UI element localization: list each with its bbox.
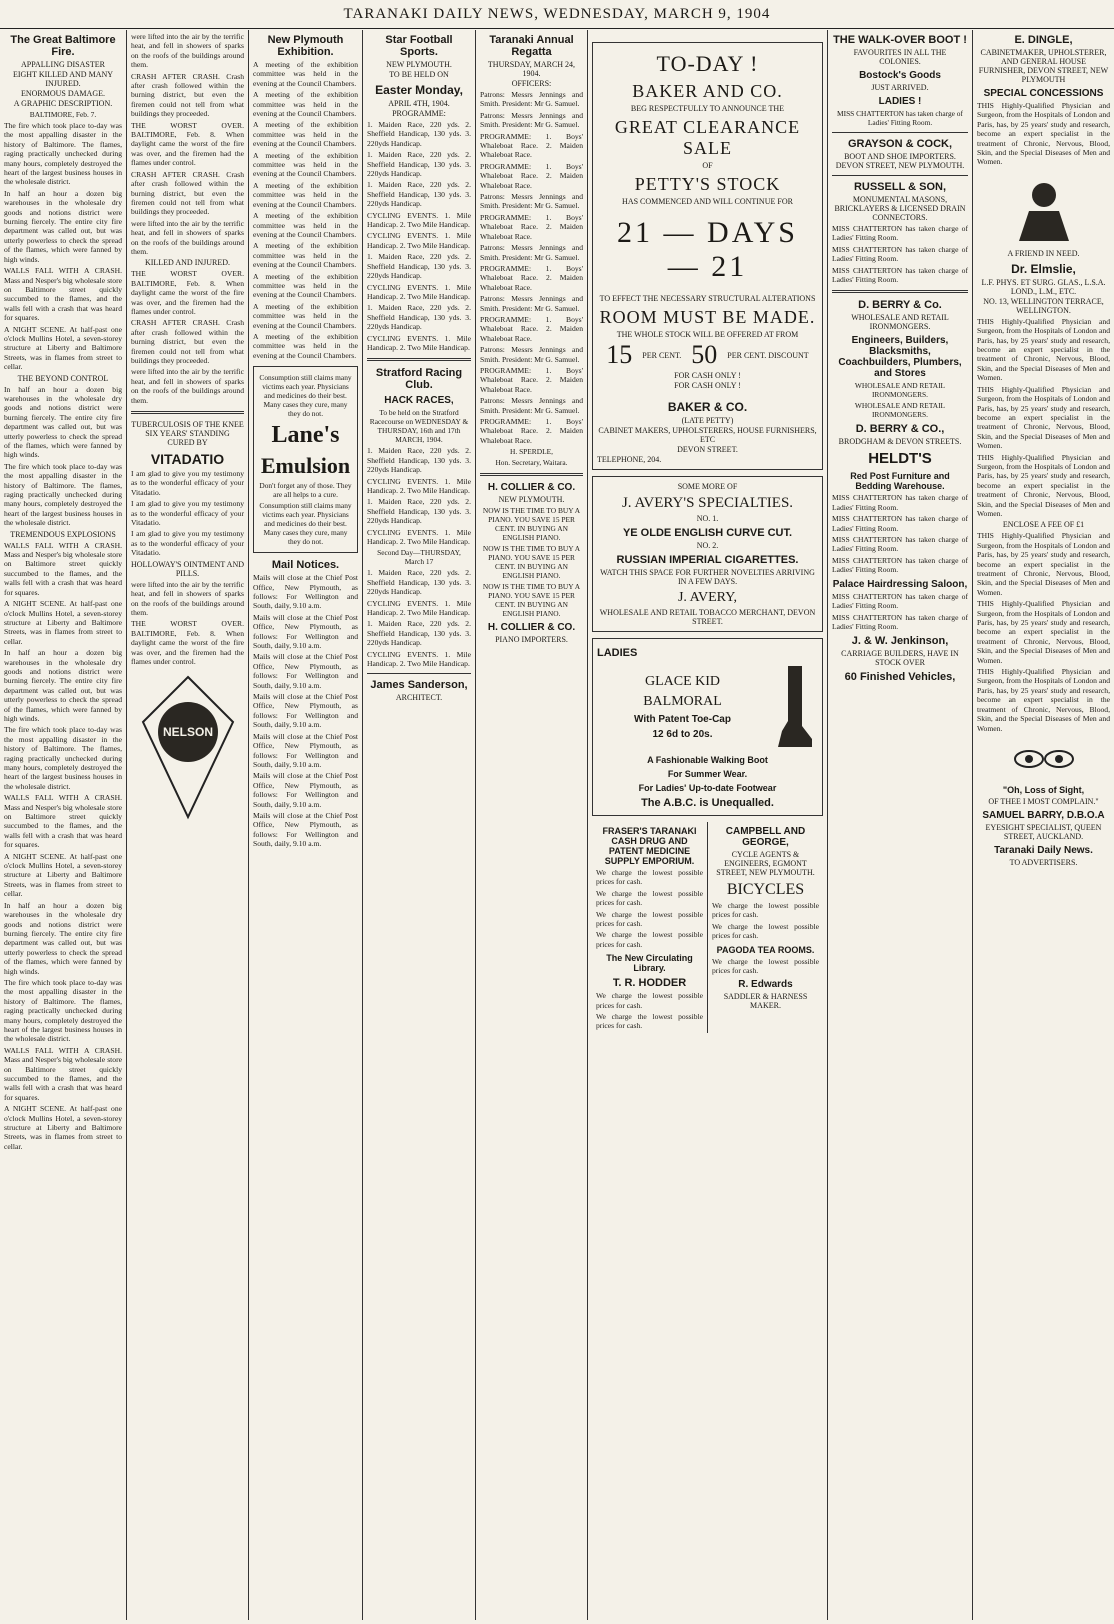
ad-text: Consumption still claims many victims each year. Physicians and medicines do their best. Many cases they cure, many they do not. [259,373,352,419]
tobacco-name: YE OLDE ENGLISH CURVE CUT. [622,527,793,539]
lanes-emulsion-ad [253,366,358,553]
paragraph: were lifted into the air by the terrific heat, and fell in showers of sparks on the roofs of the buildings around them. [131,218,244,256]
ladies-heading: LADIES ! [878,96,922,107]
paragraph: THIS Highly-Qualified Physician and Surgeon, from the Hospitals of London and Paris, has, by 25 years' study and research, become an expert specialist in the treatment of Chronic, Nervous, Blood, Skin, and the Special Diseases of Men and Women. [977,452,1110,518]
paragraph: A meeting of the exhibition committee was held in the evening at the Council Chambers. [253,211,358,239]
balmoral-ad [592,638,823,816]
paragraph: A meeting of the exhibition committee was held in the evening at the Council Chambers. [253,150,358,179]
trades: CABINET MAKERS, UPHOLSTERERS, HOUSE FURNISHERS, ETC [598,426,817,444]
paragraph: WALLS FALL WITH A CRASH. Mass and Nesper's big wholesale store on Baltimore street quickly succumbed to the flames, and the walls fell with a crash that was heard for squares. [4,266,122,323]
column-baltimore-fire [0,30,127,1620]
sub: TO BE HELD ON [389,70,449,79]
paragraph: 1. Maiden Race, 220 yds. 2. Sheffield Handicap, 130 yds. 3. 220yds Handicap. [367,120,471,148]
paragraph: WALLS FALL WITH A CRASH. Mass and Nesper's big wholesale store on Baltimore street quickly succumbed to the flames, and the walls fell with a crash that was heard for squares. [4,1045,122,1102]
paragraph: We charge the lowest possible prices for cash. [596,1012,703,1031]
eyes-illustration [1009,739,1079,779]
paragraph: In half an hour a dozen big warehouses in the wholesale dry goods and notions district were burning fiercely. The entire city fire department was called out, but was utterly powerless to check the spread of the flames, which were fanned by high winds. [4,648,122,723]
paragraph: THIS Highly-Qualified Physician and Surgeon, from the Hospitals of London and Paris, has, by 25 years' study and research, become an expert specialist in the treatment of Chronic, Nervous, Blood, Skin, and the Special Diseases of Men and Women. [977,531,1110,597]
ad-text: NOW IS THE TIME TO BUY A PIANO. YOU SAVE 15 PER CENT. IN BUYING AN ENGLISH PIANO. [482,582,581,619]
campbell-sub: CYCLE AGENTS & ENGINEERS, EGMONT STREET, NEW PLYMOUTH. [716,850,815,877]
friend-in-need-illustration [999,173,1089,243]
pagoda-heading: PAGODA TEA ROOMS. [716,944,815,955]
paragraph: Mails will close at the Chief Post Office, New Plymouth, as follows: For Wellington and South, daily, 9.10 a.m. [253,652,358,690]
palace-heading: Palace Hairdressing Saloon, [832,578,968,590]
column-regatta [476,30,588,1620]
paragraph: A NIGHT SCENE. At half-past one o'clock Mullins Hotel, a seven-storey structure at Liberty and Baltimore Streets, was in flames from street to cellar. [4,1104,122,1151]
paragraph: Mails will close at the Chief Post Office, New Plymouth, as follows: For Wellington and South, daily, 9.10 a.m. [253,612,358,651]
column-dingle [973,30,1114,1620]
paragraph: To be held on the Stratford Racecourse on WEDNESDAY & THURSDAY, 16th and 17th MARCH, 1904. [369,408,469,445]
boot-line: A Fashionable Walking Boot [647,755,768,765]
subhead: EIGHT KILLED AND MANY INJURED. [12,70,114,88]
specialties-heading: J. AVERY'S SPECIALTIES. [621,495,794,511]
secretary: H. SPERDLE, [510,447,553,457]
paragraph: THIS Highly-Qualified Physician and Surgeon, from the Hospitals of London and Paris, has, by 25 years' study and research, become an expert specialist in the treatment of Chronic, Nervous, Blood, Skin, and the Special Diseases of Men and Women. [977,599,1110,665]
column-baker-sale [588,30,828,1620]
ad-sub: NEW PLYMOUTH. [498,495,565,505]
paragraph: THE WORST OVER. BALTIMORE, Feb. 8. When daylight came the worst of the fire was over, and the firemen had the flames under control. [131,269,244,316]
paragraph: were lifted into the air by the terrific heat, and fell in showers of sparks on the roofs of the buildings around them. [131,579,244,617]
heldts-sub: Red Post Furniture and Bedding Warehouse. [850,471,950,492]
ad-body: I am glad to give you my testimony as to the wonderful efficacy of your Vitadatio. [131,499,244,528]
event-date: Easter Monday, [375,83,463,97]
paragraph: CYCLING EVENTS. 1. Mile Handicap. 2. Two Mile Handicap. [367,210,471,230]
event-date: THURSDAY, MARCH 24, 1904. [487,60,576,78]
glace-heading: GLACE KID [644,674,721,689]
paragraph: MISS CHATTERTON has taken charge of Ladies' Fitting Room. [832,591,968,611]
boot-line: For Ladies' Up-to-date Footwear [638,783,777,793]
paragraph: We charge the lowest possible prices for cash. [712,901,819,920]
paragraph: A meeting of the exhibition committee was held in the evening at the Council Chambers. [253,60,358,88]
section-head: KILLED AND INJURED. [144,258,231,268]
ad-text: NOW IS THE TIME TO BUY A PIANO. YOU SAVE 15 PER CENT. IN BUYING AN ENGLISH PIANO. [482,544,581,581]
paragraph: The fire which took place to-day was the most appalling disaster in the history of Baltimore. The flames, raging practically unchecked during many hours, completely destroyed the heart of the largest business houses in the wholesale district. [4,725,122,791]
ad-text: NOW IS THE TIME TO BUY A PIANO. YOU SAVE 15 PER CENT. IN BUYING AN ENGLISH PIANO. [482,506,581,543]
programme-head: PROGRAMME: [392,109,446,118]
section-head: THE BEYOND CONTROL [17,373,109,383]
paragraph: 1. Maiden Race, 220 yds. 2. Sheffield Handicap, 130 yds. 3. 220yds Handicap. [367,497,471,526]
section-sub: HACK RACES, [384,395,454,407]
news-sub: TO ADVERTISERS. [1009,857,1078,867]
commenced: HAS COMMENCED AND WILL CONTINUE FOR [622,197,793,206]
subhead: ENORMOUS DAMAGE. [20,89,105,98]
doctor-address: NO. 13, WELLINGTON TERRACE, WELLINGTON. [983,296,1104,315]
article-title: Taranaki Annual Regatta [489,34,574,58]
paragraph: CRASH AFTER CRASH. Crash after crash followed within the burning district, but even the firemen could not tell from what buildings they proceeded. [131,71,244,119]
whole-stock: THE WHOLE STOCK WILL BE OFFERED AT FROM [616,330,799,339]
avery-ad [592,476,823,632]
article-title: Star Football Sports. [385,34,453,58]
place: NEW PLYMOUTH. [386,60,452,69]
subhead: A GRAPHIC DESCRIPTION. [13,99,113,108]
paragraph: THIS Highly-Qualified Physician and Surgeon, from the Hospitals of London and Paris, has, by 25 years' study and research, become an expert specialist in the treatment of Chronic, Nervous, Blood, Skin, and the Special Diseases of Men and Women. [977,667,1110,733]
hodder-name: T. R. HODDER [612,977,687,990]
effect: TO EFFECT THE NECESSARY STRUCTURAL ALTERATIONS [599,294,816,303]
dateline: BALTIMORE, Feb. 7. [29,110,97,119]
paragraph: MISS CHATTERTON has taken charge of Ladies' Fitting Room. [832,612,968,631]
ad-title: H. COLLIER & CO. [487,482,576,494]
paragraph: A meeting of the exhibition committee was held in the evening at the Council Chambers. [253,271,358,300]
jenkinson-heading: J. & W. Jenkinson, [851,635,949,648]
paragraph: WALLS FALL WITH A CRASH. Mass and Nesper's big wholesale store on Baltimore street quickly succumbed to the flames, and the walls fell with a crash that was heard for squares. [4,793,122,850]
doctor-name: Dr. Elmslie, [1011,261,1076,276]
paragraph: A meeting of the exhibition committee was held in the evening at the Council Chambers. [253,241,358,270]
avery-name: J. AVERY, [677,590,737,605]
paragraph: 1. Maiden Race, 220 yds. 2. Sheffield Handicap, 130 yds. 3. 220yds Handicap. [367,303,471,332]
paragraph: Patrons: Messrs Jennings and Smith. President: Mr G. Samuel. [480,243,583,262]
announce: BEG RESPECTFULLY TO ANNOUNCE THE [630,104,785,113]
paragraph: MISS CHATTERTON has taken charge of Ladies' Fitting Room. [832,224,968,243]
paragraph: CYCLING EVENTS. 1. Mile Handicap. 2. Two Mile Handicap. [367,598,471,618]
section-head: TREMENDOUS EXPLOSIONS [10,529,116,539]
ad-body: I am glad to give you my testimony as to the wonderful efficacy of your Vitadatio. [131,469,244,497]
paragraph: A meeting of the exhibition committee was held in the evening at the Council Chambers. [253,180,358,209]
paragraph: CYCLING EVENTS. 1. Mile Handicap. 2. Two Mile Handicap. [367,476,471,495]
arrived: JUST ARRIVED. [871,83,929,92]
sight-quote: "Oh, Loss of Sight, [1002,784,1085,795]
column-exhibition [249,30,363,1620]
paragraph: We charge the lowest possible prices for cash. [596,991,703,1010]
paragraph: A NIGHT SCENE. At half-past one o'clock Mullins Hotel, a seven-storey structure at Liberty and Baltimore Streets, was in flames from street to cellar. [4,599,122,646]
paragraph: PROGRAMME: 1. Boys' Whaleboat Race. 2. Maiden Whaleboat Race. [480,365,583,394]
paragraph: In half an hour a dozen big warehouses in the wholesale dry goods and notions district were burning fiercely. The entire city fire department was called out, but was utterly powerless to check the spread of the flames, which were fanned by high winds. [4,188,122,264]
ad-sub: PIANO IMPORTERS. [495,635,568,645]
paragraph: We charge the lowest possible prices for cash. [596,888,703,908]
paragraph: CYCLING EVENTS. 1. Mile Handicap. 2. Two Mile Handicap. [367,231,471,250]
column-walkover-boot [828,30,973,1620]
paragraph: Patrons: Messrs Jennings and Smith. President: Mr G. Samuel. [480,90,583,109]
boot-illustration [768,661,818,751]
russell-sub: MONUMENTAL MASONS, BRICKLAYERS & LICENSED DRAIN CONNECTORS. [834,195,966,222]
paragraph: PROGRAMME: 1. Boys' Whaleboat Race. 2. Maiden Whaleboat Race. [480,161,583,190]
paragraph: MISS CHATTERTON has taken charge of Ladies' Fitting Room. [832,493,968,512]
grayson-sub: BOOT AND SHOE IMPORTERS. DEVON STREET, NEW PLYMOUTH. [835,152,965,170]
section-title: Stratford Racing Club. [375,367,463,392]
paragraph: MISS CHATTERTON has taken charge of Ladies' Fitting Room. [832,555,968,575]
sight-quote2: OF THEE I MOST COMPLAIN." [988,796,1099,806]
walkover-heading: THE WALK-OVER BOOT ! [833,34,967,46]
ad-body: I am glad to give you my testimony as to the wonderful efficacy of your Vitadatio. [131,529,244,558]
discount-label: PER CENT. [642,350,682,360]
paragraph: A meeting of the exhibition committee was held in the evening at the Council Chambers. [253,90,358,119]
friend-caption: A FRIEND IN NEED. [1007,248,1080,258]
paragraph: CRASH AFTER CRASH. Crash after crash followed within the burning district, but even the firemen could not tell from what buildings they proceeded. [131,169,244,217]
paragraph: A NIGHT SCENE. At half-past one o'clock Mullins Hotel, a seven-storey structure at Liberty and Baltimore Streets, was in flames from street to cellar. [4,851,122,899]
dingle-heading: E. DINGLE, [1014,34,1073,46]
paragraph: 1. Maiden Race, 220 yds. 2. Sheffield Handicap, 130 yds. 3. 220yds Handicap. [367,619,471,648]
paragraph: We charge the lowest possible prices for cash. [596,930,703,949]
paragraph: THE WORST OVER. BALTIMORE, Feb. 8. When daylight came the worst of the fire was over, and the firemen had the flames under control. [131,619,244,666]
discount-to: 50 [691,340,718,369]
masthead: TARANAKI DAILY NEWS, WEDNESDAY, MARCH 9, 1904 [0,0,1114,29]
paragraph: CRASH AFTER CRASH. Crash after crash followed within the burning district, but even the firemen could not tell from what buildings they proceeded. [131,318,244,365]
paragraph: 1. Maiden Race, 220 yds. 2. Sheffield Handicap, 130 yds. 3. 220yds Handicap. [367,568,471,597]
paragraph: MISS CHATTERTON has taken charge of Ladies' Fitting Room. [832,514,968,533]
paragraph: PROGRAMME: 1. Boys' Whaleboat Race. 2. Maiden Whaleboat Race. [480,314,583,343]
price: 12 6d to 20s. [652,729,713,740]
paragraph: A meeting of the exhibition committee was held in the evening at the Council Chambers. [253,331,358,360]
section-sub: Second Day—THURSDAY, March 17 [377,548,461,567]
discount-line [597,340,818,370]
ladies-heading: LADIES [597,647,638,659]
paragraph: Mails will close at the Chief Post Office, New Plymouth, as follows: For Wellington and South, daily, 9.10 a.m. [253,771,358,809]
fraser-heading: FRASER'S TARANAKI CASH DRUG AND PATENT MEDICINE SUPPLY EMPORIUM. [602,826,697,866]
paragraph: Mails will close at the Chief Post Office, New Plymouth, as follows: For Wellington and South, daily, 9.10 a.m. [253,731,358,769]
paragraph: 1. Maiden Race, 220 yds. 2. Sheffield Handicap, 130 yds. 3. 220yds Handicap. [367,150,471,179]
column-fire-continued [127,30,249,1620]
nelson-seal-illustration [133,672,243,822]
ad-brand: Lane's [271,422,340,449]
paragraph: CYCLING EVENTS. 1. Mile Handicap. 2. Two Mile Handicap. [367,649,471,669]
paragraph: THE WORST OVER. BALTIMORE, Feb. 8. When daylight came the worst of the fire was over, and the firemen had the flames under control. [131,120,244,168]
cash-only: FOR CASH ONLY ! [674,381,741,390]
paragraph: PROGRAMME: 1. Boys' Whaleboat Race. 2. Maiden Whaleboat Race. [480,263,583,292]
berry2-sub: BRODGHAM & DEVON STREETS. [838,437,962,447]
discount-from: 15 [606,340,633,369]
boot-line: For Summer Wear. [667,769,748,779]
paragraph: MISS CHATTERTON has taken charge of Ladies' Fitting Room. [832,244,968,264]
paragraph: THIS Highly-Qualified Physician and Surgeon, from the Hospitals of London and Paris, has, by 25 years' study and research, become an expert specialist in the treatment of Chronic, Nervous, Blood, Skin, and the Special Diseases of Men and Women. [977,101,1110,167]
officers-head: OFFICERS: [511,79,552,88]
paragraph: Mails will close at the Chief Post Office, New Plymouth, as follows: For Wellington and South, daily, 9.10 a.m. [253,810,358,849]
paragraph: Patrons: Messrs Jennings and Smith. President: Mr G. Samuel. [480,294,583,313]
paragraph: In half an hour a dozen big warehouses in the wholesale dry goods and notions district were burning fiercely. The entire city fire department was called out, but was utterly powerless to check the spread of the flames, which were fanned by high winds. [4,384,122,460]
bicycles-heading: BICYCLES [726,881,805,898]
berry2-heading: D. BERRY & CO., [855,423,945,436]
dingle-sub: CABINETMAKER, UPHOLSTERER, AND GENERAL HOUSE FURNISHER, DEVON STREET, NEW PLYMOUTH [978,48,1109,84]
architect-title: ARCHITECT. [395,693,443,703]
paragraph: WHOLESALE AND RETAIL IRONMONGERS. [854,381,946,400]
paragraph: The fire which took place to-day was the most appalling disaster in the history of Baltimore. The flames, raging practically unchecked during many hours, completely destroyed the heart of the largest business houses in the wholesale district. [4,121,122,187]
paragraph: We charge the lowest possible prices for cash. [712,921,819,941]
paragraph: PROGRAMME: 1. Boys' Whaleboat Race. 2. Maiden Whaleboat Race. [480,212,583,241]
cigarettes-name: RUSSIAN IMPERIAL CIGARETTES. [616,554,799,566]
paragraph: Mails will close at the Chief Post Office, New Plymouth, as follows: For Wellington and South, daily, 9.10 a.m. [253,573,358,611]
ad-text: Don't forget any of those. They are all helps to a cure. [259,481,352,500]
fraser-ad [592,822,708,1033]
paragraph: THIS Highly-Qualified Physician and Surgeon, from the Hospitals of London and Paris, has, by 25 years' study and research, become an expert specialist in the treatment of Chronic, Nervous, Blood, Skin, and the Special Diseases of Men and Women. [977,384,1110,451]
of: OF [702,161,713,170]
favourites: FAVOURITES IN ALL THE COLONIES. [853,48,947,66]
avery-sub: WHOLESALE AND RETAIL TOBACCO MERCHANT, DEVON STREET. [599,608,816,626]
firm-name-2: BAKER & CO. [667,400,748,414]
paragraph: were lifted into the air by the terrific heat, and fell in showers of sparks on the roofs of the buildings around them. [131,367,244,405]
late-petty: (LATE PETTY) [681,416,734,425]
paragraph: Patrons: Messrs Jennings and Smith. President: Mr G. Samuel. [480,345,583,364]
baker-sale-ad [592,42,823,470]
days-heading: 21 — DAYS — 21 [617,216,798,283]
paragraph: 1. Maiden Race, 220 yds. 2. Sheffield Handicap, 130 yds. 3. 220yds Handicap. [367,446,471,475]
architect-name: James Sanderson, [370,679,468,692]
paragraph: In half an hour a dozen big warehouses in the wholesale dry goods and notions district were burning fiercely. The entire city fire department was called out, but was utterly powerless to check the spread of the flames, which were fanned by high winds. [4,900,122,976]
paragraph: Patrons: Messrs Jennings and Smith. President: Mr G. Samuel. [480,192,583,211]
ladies-text: MISS CHATTERTON has taken charge of Ladies' Fitting Room. [837,109,963,127]
section-title: Mail Notices. [271,559,340,572]
edwards-sub: SADDLER & HARNESS MAKER. [723,992,808,1011]
ad-title: H. COLLIER & CO. [487,622,576,634]
telephone: TELEPHONE, 204. [597,455,662,464]
ad-brand: Emulsion [260,453,351,479]
paragraph: MISS CHATTERTON has taken charge of Ladies' Fitting Room. [832,535,968,554]
column-football-sports [363,30,476,1620]
secretary-title: Hon. Secretary, Waitara. [495,458,568,468]
paragraph: PROGRAMME: 1. Boys' Whaleboat Race. 2. Maiden Whaleboat Race. [480,417,583,445]
bostock-heading: Bostock's Goods [859,70,941,81]
paragraph: THIS Highly-Qualified Physician and Surgeon, from the Hospitals of London and Paris, has, by 25 years' study and research, become an expert specialist in the treatment of Chronic, Nervous, Blood, Skin, and the Special Diseases of Men and Women. [977,316,1110,383]
bottom-ads [592,822,823,1033]
grayson-heading: GRAYSON & COCK, [847,138,953,150]
firm-name: BAKER AND CO. [632,81,783,101]
ad-text: Consumption still claims many victims each year. Physicians and medicines do their best. Many cases they cure, many they do not. [259,501,352,547]
paragraph: 1. Maiden Race, 220 yds. 2. Sheffield Handicap, 130 yds. 3. 220yds Handicap. [367,252,471,281]
seal-text: NELSON [162,725,213,740]
barry-sub: EYESIGHT SPECIALIST, QUEEN STREET, AUCKLAND. [985,822,1102,841]
no2: NO. 2. [696,541,719,550]
russell-heading: RUSSELL & SON, [853,181,947,193]
paragraph: The fire which took place to-day was the most appalling disaster in the history of Baltimore. The flames, raging practically unchecked during many hours, completely destroyed the heart of the largest business houses in the wholesale district. [4,977,122,1044]
event-date2: APRIL 4TH, 1904. [388,99,450,108]
paragraph: A NIGHT SCENE. At half-past one o'clock Mullins Hotel, a seven-storey structure at Liberty and Baltimore Streets, was in flames from street to cellar. [4,324,122,372]
paragraph: Patrons: Messrs Jennings and Smith. President: Mr G. Samuel. [480,396,583,415]
section-head: HOLLOWAY'S OINTMENT AND PILLS. [131,559,244,578]
paragraph: WALLS FALL WITH A CRASH. Mass and Nesper's big wholesale store on Baltimore street quickly succumbed to the flames, and the walls fell with a crash that was heard for squares. [4,540,122,597]
watch-space: WATCH THIS SPACE FOR FURTHER NOVELTIES ARRIVING IN A FEW DAYS. [600,568,815,586]
sale-heading: GREAT CLEARANCE SALE [614,117,801,158]
room-heading: ROOM MUST BE MADE. [599,307,816,327]
engineers-heading: Engineers, Builders, Blacksmiths, Coachbuilders, Plumbers, and Stores [838,335,962,380]
cash-only: FOR CASH ONLY ! [674,371,741,380]
paragraph: A meeting of the exhibition committee was held in the evening at the Council Chambers. [253,301,358,330]
paragraph: We charge the lowest possible prices for cash. [712,956,819,976]
balmoral-heading: BALMORAL [643,694,722,709]
ad-title: TUBERCULOSIS OF THE KNEE SIX YEARS' STANDING CURED BY [131,420,244,448]
paragraph: CYCLING EVENTS. 1. Mile Handicap. 2. Two Mile Handicap. [367,282,471,301]
street: DEVON STREET. [677,445,738,454]
campbell-heading: CAMPBELL AND GEORGE, [725,826,806,848]
paragraph: CYCLING EVENTS. 1. Mile Handicap. 2. Two Mile Handicap. [367,527,471,546]
fee: ENCLOSE A FEE OF £1 [1002,520,1085,530]
campbell-ad [708,822,823,1033]
paragraph: Mails will close at the Chief Post Office, New Plymouth, as follows: For Wellington and South, daily, 9.10 a.m. [253,692,358,730]
doctor-sub: L.F. PHYS. ET SURG. GLAS., L.S.A. LOND., L.M., ETC. [981,277,1106,296]
paragraph: We charge the lowest possible prices for cash. [596,909,703,929]
no1: NO. 1. [696,514,719,523]
berry-heading: D. BERRY & Co. [858,299,942,312]
vehicles-heading: 60 Finished Vehicles, [844,671,956,684]
subhead: APPALLING DISASTER [21,60,105,69]
paragraph: CYCLING EVENTS. 1. Mile Handicap. 2. Two Mile Handicap. [367,333,471,352]
article-title: New Plymouth Exhibition. [267,34,344,58]
edwards-heading: R. Edwards [738,979,793,991]
jenkinson-sub: CARRIAGE BUILDERS, HAVE IN STOCK OVER [841,649,959,668]
paragraph: A meeting of the exhibition committee was held in the evening at the Council Chambers. [253,120,358,149]
news-heading: Taranaki Daily News. [994,844,1093,856]
discount-label: PER CENT. DISCOUNT [727,350,809,360]
paragraph: We charge the lowest possible prices for cash. [596,868,703,887]
stock-heading: PETTY'S STOCK [634,174,781,194]
barry-heading: SAMUEL BARRY, D.B.O.A [982,809,1105,821]
paragraph: PROGRAMME: 1. Boys' Whaleboat Race. 2. Maiden Whaleboat Race. [480,131,583,160]
ad-brand: VITADATIO [150,451,225,468]
library-heading: The New Circulating Library. [606,953,693,974]
article-title: The Great Baltimore Fire. [10,34,116,58]
paragraph: WHOLESALE AND RETAIL IRONMONGERS. [854,401,946,420]
paragraph: The fire which took place to-day was the most appalling disaster in the history of Baltimore. The flames, raging practically unchecked during many hours, completely destroyed the heart of the largest business houses in the wholesale district. [4,461,122,528]
concessions-heading: SPECIAL CONCESSIONS [983,88,1104,99]
berry-sub: WHOLESALE AND RETAIL IRONMONGERS. [851,313,949,332]
specialties-pre: SOME MORE OF [677,482,738,491]
today-heading: TO-DAY ! [656,51,759,76]
heldts-heading: HELDT'S [868,450,932,468]
abc-line: The A.B.C. is Unequalled. [641,797,774,809]
toecap: With Patent Toe-Cap [634,714,731,725]
paragraph: MISS CHATTERTON has taken charge of Ladies' Fitting Room. [832,265,968,285]
paragraph: Patrons: Messrs Jennings and Smith. President: Mr G. Samuel. [480,110,583,130]
paragraph: 1. Maiden Race, 220 yds. 2. Sheffield Handicap, 130 yds. 3. 220yds Handicap. [367,180,471,209]
paragraph: were lifted into the air by the terrific heat, and fell in showers of sparks on the roofs of the buildings around them. [131,32,244,70]
